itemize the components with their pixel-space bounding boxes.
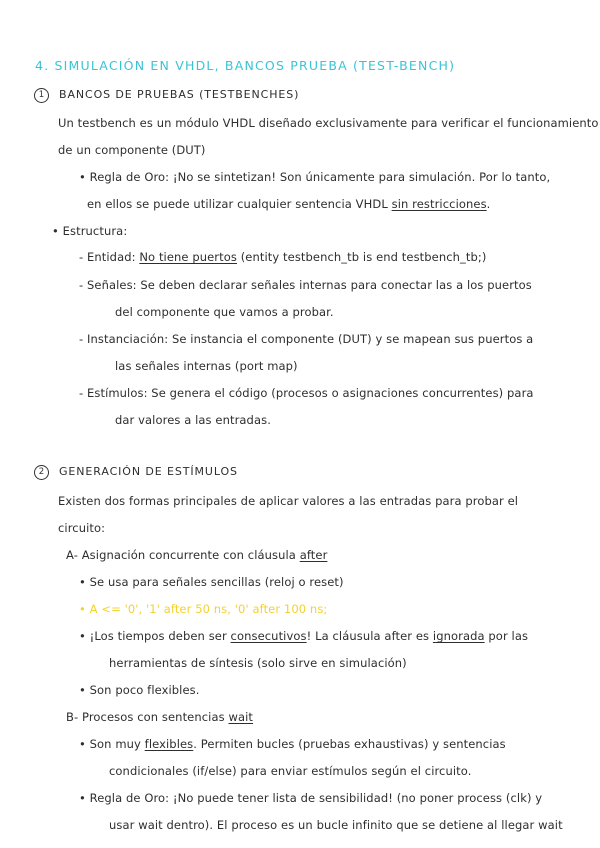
- subsection-heading: A- Asignación concurrente con cláusula after: [66, 548, 328, 562]
- underlined-text: flexibles: [144, 737, 194, 751]
- bullet-item: • Regla de Oro: ¡No puede tener lista de sensibilidad! (no poner process (clk) y: [79, 791, 543, 805]
- bullet-item: • Son poco flexibles.: [79, 683, 200, 697]
- bullet-item: • Son muy flexibles. Permiten bucles (pruebas exhaustivas) y sentencias: [79, 737, 506, 751]
- intro-text: Un testbench es un módulo VHDL diseñado exclusivamente para verificar el funcionamiento: [58, 116, 599, 130]
- list-item: dar valores a las entradas.: [115, 413, 271, 427]
- underlined-text: ignorada: [432, 629, 485, 643]
- list-item: - Instanciación: Se instancia el componente (DUT) y se mapean sus puertos a: [79, 332, 534, 346]
- list-item: - Entidad: No tiene puertos (entity testbench_tb is end testbench_tb;): [79, 250, 487, 264]
- intro-text: circuito:: [58, 521, 106, 535]
- bullet-item: • Se usa para señales sencillas (reloj o reset): [79, 575, 344, 589]
- bullet-item: herramientas de síntesis (solo sirve en simulación): [109, 656, 407, 670]
- page-title: 4. SIMULACIÓN EN VHDL, BANCOS PRUEBA (TEST-BENCH): [35, 58, 456, 73]
- section-heading: GENERACIÓN DE ESTÍMULOS: [59, 465, 238, 478]
- underlined-text: sin restricciones: [391, 197, 487, 211]
- underlined-text: No tiene puertos: [139, 250, 237, 264]
- underlined-text: after: [299, 548, 328, 562]
- list-item: - Estímulos: Se genera el código (procesos o asignaciones concurrentes) para: [79, 386, 534, 400]
- list-item: las señales internas (port map): [115, 359, 298, 373]
- subsection-heading: B- Procesos con sentencias wait: [66, 710, 254, 724]
- structure-label: • Estructura:: [52, 224, 128, 238]
- underlined-text: consecutivos: [230, 629, 307, 643]
- section-number-circle: 1: [34, 88, 49, 103]
- intro-text: de un componente (DUT): [58, 143, 206, 157]
- list-item: - Señales: Se deben declarar señales internas para conectar las a los puertos: [79, 278, 532, 292]
- rule-text: • Regla de Oro: ¡No se sintetizan! Son únicamente para simulación. Por lo tanto,: [79, 170, 551, 184]
- highlighted-code: • A <= '0', '1' after 50 ns, '0' after 100 ns;: [79, 602, 328, 616]
- rule-text: en ellos se puede utilizar cualquier sentencia VHDL sin restricciones.: [87, 197, 491, 211]
- intro-text: Existen dos formas principales de aplicar valores a las entradas para probar el: [58, 494, 519, 508]
- bullet-item: usar wait dentro). El proceso es un bucle infinito que se detiene al llegar wait: [109, 818, 563, 832]
- bullet-item: condicionales (if/else) para enviar estímulos según el circuito.: [109, 764, 472, 778]
- list-item: del componente que vamos a probar.: [115, 305, 334, 319]
- section-number-circle: 2: [34, 465, 49, 480]
- bullet-item: • ¡Los tiempos deben ser consecutivos! La cláusula after es ignorada por las: [79, 629, 529, 643]
- section-heading: BANCOS DE PRUEBAS (TESTBENCHES): [59, 88, 300, 101]
- underlined-text: wait: [228, 710, 254, 724]
